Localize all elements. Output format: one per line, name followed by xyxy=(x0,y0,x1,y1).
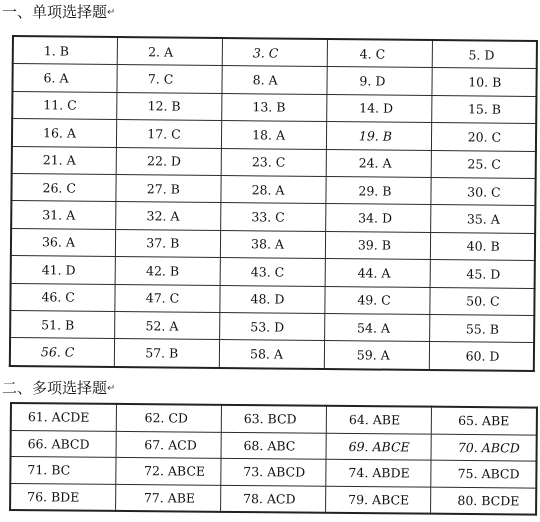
paragraph-mark-icon: ↵ xyxy=(107,7,116,18)
table-row xyxy=(10,338,534,371)
answer-cell: 67. ACD xyxy=(116,431,221,459)
answer-cell: 72. ABCE xyxy=(115,458,220,486)
answer-cell: 30. C xyxy=(431,177,536,205)
answer-cell: 46. C xyxy=(10,283,115,311)
answer-cell: 60. D xyxy=(429,342,534,371)
section-2-heading xyxy=(2,379,115,398)
answer-cell: 66. ABCD xyxy=(11,430,116,458)
answer-cell: 78. ACD xyxy=(220,485,325,513)
answer-cell: 52. A xyxy=(115,311,220,339)
answer-cell: 38. A xyxy=(220,230,325,258)
answer-cell: 42. B xyxy=(115,257,220,285)
table-row xyxy=(10,483,536,515)
answer-cell: 6. A xyxy=(12,64,117,92)
answer-cell: 62. CD xyxy=(116,404,221,432)
multiple-choice-answer-table xyxy=(9,402,538,516)
answer-cell: 12. B xyxy=(117,92,222,120)
answer-cell: 53. D xyxy=(220,312,325,340)
answer-cell: 45. D xyxy=(430,260,535,288)
answer-cell: 55. B xyxy=(429,314,534,342)
answer-cell: 65. ABE xyxy=(431,407,536,435)
answer-cell: 58. A xyxy=(219,340,324,369)
answer-cell: 28. A xyxy=(221,175,326,203)
answer-cell: 2. A xyxy=(118,37,223,66)
answer-cell: 8. A xyxy=(222,66,327,94)
single-choice-table-body xyxy=(10,36,537,371)
answer-cell: 49. C xyxy=(325,286,430,314)
answer-cell: 44. A xyxy=(325,259,430,287)
answer-cell: 33. C xyxy=(221,203,326,231)
section-1-title: 一、单项选择题 xyxy=(2,3,108,21)
answer-cell: 31. A xyxy=(11,201,116,229)
answer-cell: 59. A xyxy=(324,341,429,370)
answer-cell: 69. ABCE xyxy=(326,433,431,461)
answer-cell: 70. ABCD xyxy=(431,434,536,462)
answer-cell: 35. A xyxy=(430,205,535,233)
multiple-choice-table-body xyxy=(10,403,537,515)
answer-cell: 3. C xyxy=(222,38,327,67)
answer-cell: 25. C xyxy=(431,150,536,178)
answer-cell: 57. B xyxy=(115,339,220,368)
answer-cell: 61. ACDE xyxy=(11,403,116,431)
answer-cell: 14. D xyxy=(327,94,432,122)
answer-cell: 54. A xyxy=(324,313,429,341)
answer-cell: 27. B xyxy=(116,174,221,202)
answer-cell: 19. B xyxy=(326,122,431,150)
section-2-title: 二、多项选择题 xyxy=(2,379,108,397)
answer-cell: 9. D xyxy=(327,67,432,95)
answer-cell: 15. B xyxy=(431,95,536,123)
answer-cell: 64. ABE xyxy=(326,406,431,434)
answer-cell: 41. D xyxy=(11,256,116,284)
answer-cell: 24. A xyxy=(326,149,431,177)
answer-cell: 7. C xyxy=(117,65,222,93)
answer-cell: 63. BCD xyxy=(221,405,326,433)
answer-cell: 80. BCDE xyxy=(431,487,536,515)
section-1-heading xyxy=(2,3,115,22)
answer-cell: 11. C xyxy=(12,91,117,119)
answer-cell: 5. D xyxy=(432,40,537,69)
answer-cell: 22. D xyxy=(116,147,221,175)
answer-cell: 17. C xyxy=(117,120,222,148)
answer-cell: 56. C xyxy=(10,338,115,367)
answer-cell: 68. ABC xyxy=(221,432,326,460)
answer-cell: 40. B xyxy=(430,232,535,260)
answer-cell: 51. B xyxy=(10,310,115,338)
answer-cell: 79. ABCE xyxy=(326,486,431,514)
answer-cell: 37. B xyxy=(116,229,221,257)
cropped-text-residue xyxy=(30,27,130,34)
answer-cell: 73. ABCD xyxy=(221,459,326,487)
answer-cell: 26. C xyxy=(11,173,116,201)
answer-cell: 71. BC xyxy=(10,457,115,485)
answer-cell: 48. D xyxy=(220,285,325,313)
answer-cell: 20. C xyxy=(431,123,536,151)
answer-cell: 18. A xyxy=(222,121,327,149)
answer-cell: 13. B xyxy=(222,93,327,121)
paragraph-mark-icon: ↵ xyxy=(107,383,116,394)
answer-cell: 23. C xyxy=(221,148,326,176)
answer-cell: 39. B xyxy=(325,231,430,259)
answer-cell: 76. BDE xyxy=(10,483,115,511)
answer-cell: 21. A xyxy=(12,146,117,174)
answer-cell: 4. C xyxy=(327,39,432,68)
answer-cell: 16. A xyxy=(12,119,117,147)
answer-cell: 50. C xyxy=(430,287,535,315)
single-choice-answer-table xyxy=(9,35,538,372)
answer-cell: 10. B xyxy=(432,68,537,96)
answer-cell: 1. B xyxy=(13,36,118,65)
answer-cell: 77. ABE xyxy=(115,484,220,512)
answer-cell: 43. C xyxy=(220,258,325,286)
answer-cell: 74. ABDE xyxy=(326,459,431,487)
answer-cell: 75. ABCD xyxy=(431,460,536,488)
answer-cell: 32. A xyxy=(116,202,221,230)
answer-cell: 34. D xyxy=(326,204,431,232)
answer-cell: 36. A xyxy=(11,228,116,256)
answer-cell: 47. C xyxy=(115,284,220,312)
answer-cell: 29. B xyxy=(326,176,431,204)
